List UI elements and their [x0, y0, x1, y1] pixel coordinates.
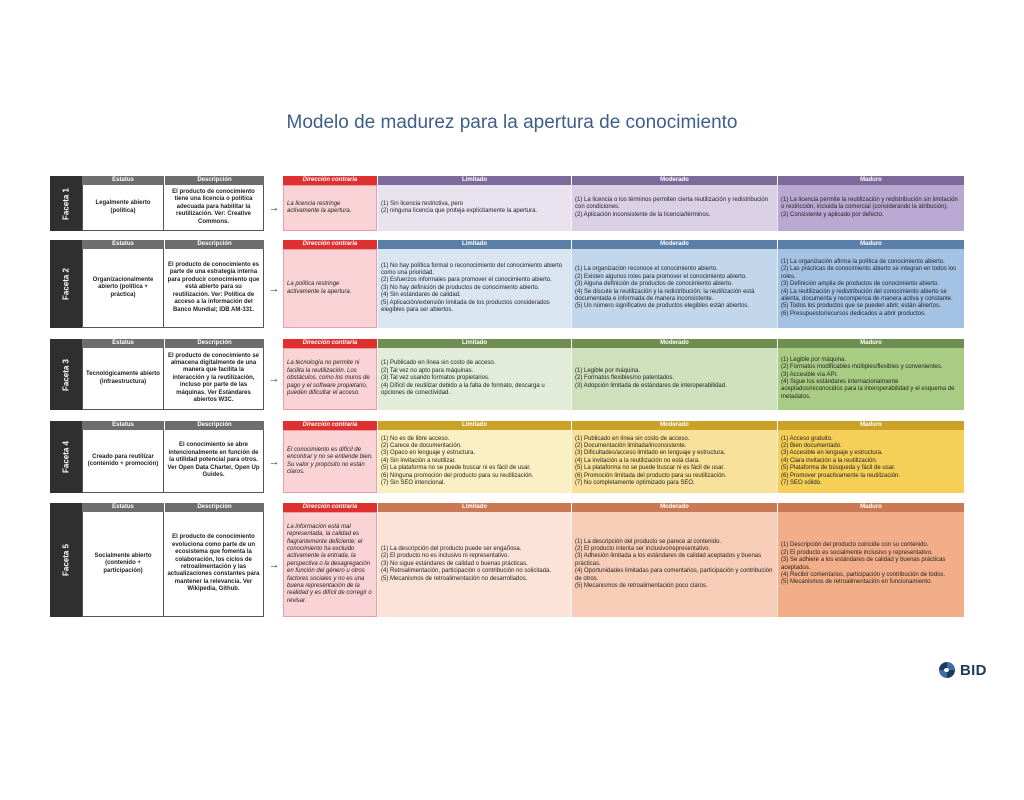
description-text: El producto de conocimiento es parte de una estrategia interna para producir conocimiento que está abierto para su reutilización. Ver: Política de acceso a la información del Banco Mundial; IDB AM-331.: [167, 262, 260, 313]
contrary-cell: [283, 249, 377, 328]
contrary-text: La política restringe activamente la apertura.: [287, 281, 352, 295]
list-item: (1) La licencia permite la reutilización y redistribución sin limitación o restricción, incluida la comercial (considerando la atribución).: [781, 196, 958, 211]
list-item: (5) Un número significativo de productos elegibles están abiertos.: [575, 303, 750, 310]
moderate-cell: [571, 430, 777, 493]
page-title: Modelo de madurez para la apertura de conocimiento: [286, 112, 738, 133]
status-cell: [82, 430, 164, 493]
list-item: (2) El producto intenta ser inclusivo/representativo.: [575, 545, 711, 552]
description-text: El producto de conocimiento evoluciona como parte de un ecosistema que fomenta la colaboración, los ciclos de retroalimentación y las actualizaciones constantes para mantener la relevancia. Ver Wikipedia, Github.: [167, 534, 260, 593]
list-item: (1) La descripción del producto se parece al contenido.: [575, 538, 722, 545]
moderate-header: Moderado: [571, 176, 777, 185]
limited-cell: [377, 348, 571, 410]
list-item: (2) Las prácticas de conocimiento abierto se integran en todos los roles.: [781, 266, 957, 280]
limited-cell: [377, 249, 571, 328]
limited-header: Limitado: [377, 421, 571, 430]
limited-list: [381, 263, 568, 315]
moderate-cell: [571, 185, 777, 231]
mature-list: [781, 259, 961, 318]
description-cell: [164, 185, 264, 231]
moderate-list: [575, 266, 774, 310]
facet-label-text: Faceta 5: [61, 543, 71, 577]
list-item: (3) Dificultades/acceso limitado en lenguaje y estructura.: [575, 450, 726, 457]
list-item: (5) Todos los productos que se pueden abrir, están abiertos.: [781, 303, 941, 310]
status-header: Estatus: [82, 503, 164, 512]
contrary-header: Dirección contraria: [283, 421, 377, 430]
list-item: (2) Tal vez no apto para máquinas.: [381, 367, 474, 374]
mature-header: Maduro: [777, 421, 964, 430]
status-header: Estatus: [82, 176, 164, 185]
description-header: Descripción: [164, 421, 264, 430]
mature-list: [781, 542, 961, 586]
list-item: (6) Presupuesto/recursos dedicados a abrir productos.: [781, 310, 926, 317]
bid-logo-icon: [937, 660, 957, 680]
moderate-cell: [571, 249, 777, 328]
mature-list: [781, 197, 961, 219]
mature-cell: [777, 249, 964, 328]
list-item: (1) La licencia o los términos permiten cierta reutilización y redistribución con condiciones.: [575, 196, 769, 211]
list-item: (2) Bien documentado.: [781, 442, 842, 449]
status-header: Estatus: [82, 240, 164, 249]
list-item: (2) Carece de documentación.: [381, 442, 462, 449]
list-item: (2) ninguna licencia que proteja explícitamente la apertura.: [381, 208, 538, 214]
contrary-text: La información está mal representada, la calidad es flagrantemente deficiente; el conocimiento ha excluido activamente la entrada, la perspectiva o la desagregación en función del género u otros factores sociales y no es una buena representación de la realidad y es difícil de corregir o revisar.: [287, 523, 372, 604]
list-item: (2) Consistente y aplicado por defecto.: [781, 211, 884, 218]
mature-list: [781, 357, 961, 401]
status-cell: [82, 249, 164, 328]
list-item: (1) Legible por máquina.: [575, 367, 641, 374]
list-item: (4) Oportunidades limitadas para comentarios, participación y contribución de otros.: [575, 568, 773, 582]
moderate-header: Moderado: [571, 503, 777, 512]
list-item: (2) El producto no es inclusivo ni representativo.: [381, 553, 510, 560]
list-item: (1) La descripción del producto puede ser engañosa.: [381, 545, 522, 552]
contrary-cell: [283, 185, 377, 231]
status-text: Socialmente abierto (contenido + participación): [94, 552, 152, 574]
list-item: (1) Legible por máquina.: [781, 356, 847, 363]
list-item: (5) Mecanismos de retroalimentación no desarrollados.: [381, 575, 528, 582]
list-item: (4) La invitación a la reutilización no está clara.: [575, 457, 700, 464]
limited-cell: [377, 185, 571, 231]
list-item: (5) Plataforma de búsqueda y fácil de usar.: [781, 465, 896, 472]
description-header: Descripción: [164, 240, 264, 249]
contrary-header: Dirección contraria: [283, 503, 377, 512]
list-item: (3) Accesible en lenguaje y estructura.: [781, 450, 883, 457]
moderate-cell: [571, 512, 777, 617]
limited-cell: [377, 430, 571, 493]
description-cell: [164, 348, 264, 410]
status-text: Creado para reutilizar (contenido + promoción): [87, 453, 159, 467]
list-item: (4) Recibir comentarios, participación y contribución de todos.: [781, 571, 946, 578]
status-text: Legalmente abierto (política): [95, 200, 151, 214]
list-item: (3) Accesible vía API.: [781, 371, 838, 378]
mature-header: Maduro: [777, 176, 964, 185]
status-text: Organizacionalmente abierto (política + práctica): [92, 276, 154, 298]
list-item: (1) Publicado en línea sin costo de acceso.: [575, 435, 690, 442]
list-item: (1) Descripción del producto coincide con su contenido.: [781, 542, 929, 549]
facet-row: [50, 421, 964, 493]
list-item: (4) Sin invitación a reutilizar.: [381, 457, 457, 464]
mature-cell: [777, 185, 964, 231]
list-item: (6) Promover proactivamente la reutilización.: [781, 472, 901, 479]
mature-header: Maduro: [777, 339, 964, 348]
arrow-right-icon: →: [268, 455, 280, 468]
list-item: (4) Se discute la reutilización y la redistribución; la reutilización está documentada e informada de manera inconsistente.: [575, 288, 755, 302]
contrary-text: La tecnología no permite ni facilita la reutilización. Los obstáculos, como los muros de pago y el software propietario, pueden dificultar el acceso.: [287, 360, 370, 397]
list-item: (3) No sigue estándares de calidad o buenas prácticas.: [381, 560, 528, 567]
list-item: (6) Promoción limitada del producto para su reutilización.: [575, 472, 727, 479]
moderate-list: [575, 539, 774, 591]
limited-header: Limitado: [377, 176, 571, 185]
bid-logo-text: BID: [960, 661, 987, 679]
facet-row: [50, 176, 964, 231]
list-item: (3) Adopción limitada de estándares de interoperabilidad.: [575, 382, 727, 389]
list-item: (4) La reutilización y redistribución del conocimiento abierto se alienta, documenta y recompensa de manera activa y constante.: [781, 288, 953, 302]
contrary-text: El conocimiento es difícil de encontrar y no se entiende bien. Su valor y propósito no están claros.: [287, 446, 373, 475]
mature-cell: [777, 430, 964, 493]
facet-label-text: Faceta 2: [61, 267, 71, 301]
list-item: (5) Mecanismos de retroalimentación poco claros.: [575, 583, 708, 590]
facet-label: [50, 503, 82, 617]
contrary-cell: [283, 430, 377, 493]
list-item: (5) Aplicación/extensión limitada de los productos considerados elegibles para ser abiertos.: [381, 299, 550, 314]
limited-cell: [377, 512, 571, 617]
list-item: (1) Sin licencia restrictiva, pero: [381, 200, 464, 207]
list-item: (5) Mecanismos de retroalimentación en funcionamiento.: [781, 579, 933, 586]
limited-header: Limitado: [377, 339, 571, 348]
moderate-list: [575, 436, 774, 488]
status-cell: [82, 512, 164, 617]
limited-list: [381, 546, 568, 583]
list-item: (7) Sin SEO intencional.: [381, 480, 446, 487]
mature-header: Maduro: [777, 240, 964, 249]
facet-row: [50, 503, 964, 617]
list-item: (4) Retroalimentación, participación o contribución no solicitada.: [381, 568, 552, 575]
description-header: Descripción: [164, 176, 264, 185]
list-item: (4) Sin estándares de calidad.: [381, 292, 461, 299]
bid-logo: [937, 660, 987, 680]
facet-label: [50, 176, 82, 231]
list-item: (4) Difícil de reutilizar debido a la falta de formato, descarga u opciones de conectividad.: [381, 382, 545, 397]
facet-label: [50, 421, 82, 493]
mature-cell: [777, 512, 964, 617]
list-item: (1) La organización afirma la política de conocimiento abierto.: [781, 258, 945, 265]
facet-label: [50, 240, 82, 328]
contrary-text: La licencia restringe activamente la apertura.: [287, 200, 352, 214]
list-item: (5) La plataforma no se puede buscar ni es fácil de usar.: [575, 465, 725, 472]
list-item: (4) Sigue los estándares internacionalmente aceptados/reconocidos para la interoperabilidad y el esquema de metadatos.: [781, 379, 955, 400]
contrary-header: Dirección contraria: [283, 339, 377, 348]
list-item: (1) No es de libre acceso.: [381, 435, 450, 442]
list-item: (2) El producto es socialmente inclusivo y representativo.: [781, 549, 933, 556]
status-text: Tecnológicamente abierto (infraestructura): [86, 371, 160, 385]
limited-list: [381, 360, 568, 397]
moderate-header: Moderado: [571, 421, 777, 430]
description-cell: [164, 512, 264, 617]
list-item: (7) No completamente optimizado para SEO.: [575, 480, 695, 487]
list-item: (3) No hay definición de productos de conocimiento abierto.: [381, 284, 540, 291]
description-header: Descripción: [164, 503, 264, 512]
status-cell: [82, 185, 164, 231]
limited-list: [381, 436, 568, 488]
limited-list: [381, 201, 568, 216]
status-cell: [82, 348, 164, 410]
facet-row: [50, 240, 964, 328]
list-item: (6) Ninguna promoción del producto para su reutilización.: [381, 472, 534, 479]
list-item: (2) Esfuerzos informales para promover el conocimiento abierto.: [381, 277, 552, 284]
limited-header: Limitado: [377, 503, 571, 512]
contrary-cell: [283, 512, 377, 617]
contrary-header: Dirección contraria: [283, 176, 377, 185]
moderate-header: Moderado: [571, 240, 777, 249]
contrary-cell: [283, 348, 377, 410]
list-item: (1) Publicado en línea sin costo de acceso.: [381, 360, 496, 367]
status-header: Estatus: [82, 339, 164, 348]
facet-label-text: Faceta 1: [61, 187, 71, 220]
description-header: Descripción: [164, 339, 264, 348]
list-item: (1) La organización reconoce el conocimiento abierto.: [575, 266, 718, 273]
facet-label-text: Faceta 3: [61, 358, 71, 391]
list-item: (3) Tal vez usando formatos propietarios.: [381, 375, 490, 382]
list-item: (2) Aplicación inconsistente de la licencia/términos.: [575, 211, 711, 218]
description-cell: [164, 249, 264, 328]
mature-cell: [777, 348, 964, 410]
list-item: (3) Opaco en lenguaje y estructura.: [381, 450, 476, 457]
list-item: (2) Documentación limitada/inconsistente.: [575, 442, 687, 449]
list-item: (1) Acceso gratuito.: [781, 435, 833, 442]
description-text: El conocimiento se abre intencionalmente en función de la utilidad potencial para otros. Ver Open Data Charter, Open Up Guides.: [167, 442, 260, 479]
contrary-header: Dirección contraria: [283, 240, 377, 249]
list-item: (3) Se adhiere a los estándares de calidad y buenas prácticas aceptados.: [781, 557, 946, 571]
moderate-list: [575, 197, 774, 219]
list-item: (5) La plataforma no se puede buscar ni es fácil de usar.: [381, 465, 531, 472]
arrow-right-icon: →: [268, 373, 280, 385]
limited-header: Limitado: [377, 240, 571, 249]
facet-row: [50, 339, 964, 410]
arrow-right-icon: →: [268, 202, 280, 214]
moderate-header: Moderado: [571, 339, 777, 348]
list-item: (3) Alguna definición de productos de conocimiento abierto.: [575, 281, 733, 288]
list-item: (2) Formatos modificables múltiples/flexibles y convenientes.: [781, 364, 943, 371]
list-item: (4) Clara invitación a la reutilización.: [781, 457, 878, 464]
list-item: (3) Definición amplia de productos de conocimiento abierto.: [781, 281, 940, 288]
list-item: (1) No hay política formal o reconocimiento del conocimiento abierto como una prioridad.: [381, 262, 563, 276]
description-text: El producto de conocimiento se almacena digitalmente de una manera que facilita la interacción y la reutilización, incluso por parte de las máquinas. Ver Estándares abiertos W3C.: [167, 352, 259, 404]
description-cell: [164, 430, 264, 493]
arrow-right-icon: →: [268, 558, 280, 571]
arrow-right-icon: →: [268, 282, 280, 295]
list-item: (2) Formatos flexibles/no patentados.: [575, 375, 675, 382]
facet-label: [50, 339, 82, 410]
list-item: (7) SEO sólido.: [781, 480, 822, 487]
mature-header: Maduro: [777, 503, 964, 512]
mature-list: [781, 436, 961, 488]
list-item: (3) Adhesión limitada a los estándares de calidad aceptados y buenas prácticas.: [575, 553, 762, 567]
description-text: El producto de conocimiento tiene una licencia o política adecuada para habilitar la reutilización. Ver: Creative Commons.: [172, 188, 255, 225]
status-header: Estatus: [82, 421, 164, 430]
moderate-cell: [571, 348, 777, 410]
moderate-list: [575, 368, 774, 390]
list-item: (2) Existen algunos roles para promover el conocimiento abierto.: [575, 273, 747, 280]
facet-label-text: Faceta 4: [61, 440, 71, 474]
